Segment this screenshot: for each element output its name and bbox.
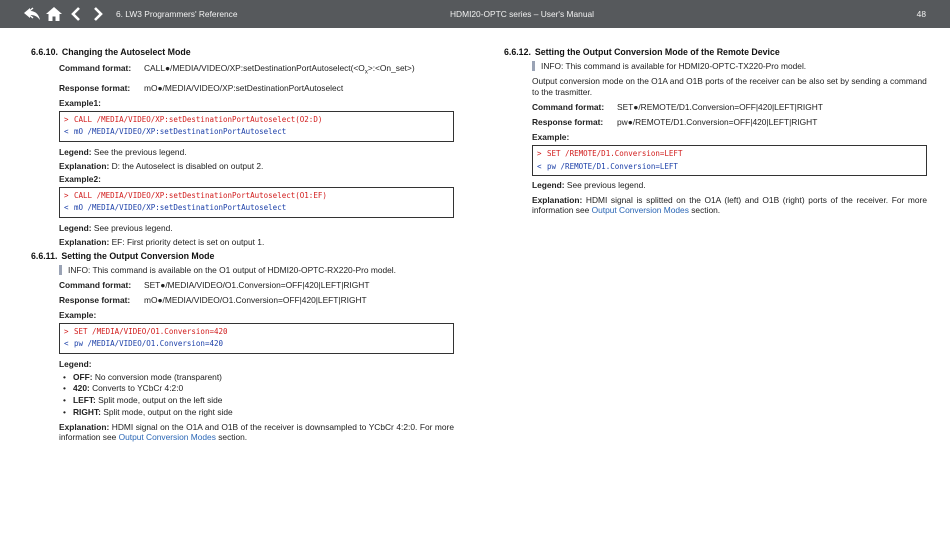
intro-text: Output conversion mode on the O1A and O1B ports of the receiver can be also set by sending a command to the trasmitter.	[532, 76, 927, 97]
response-format-row: Response format: pw●/REMOTE/D1.Conversion=OFF|420|LEFT|RIGHT	[532, 117, 818, 127]
top-bar	[0, 0, 950, 28]
explanation-1: Explanation: D: the Autoselect is disabled on output 2.	[59, 161, 264, 172]
list-item: • OFF: No conversion mode (transparent)	[73, 372, 454, 384]
output-conversion-modes-link[interactable]: Output Conversion Modes	[118, 432, 216, 443]
section-title: 6. LW3 Programmers' Reference	[116, 9, 238, 19]
code-example-3: > SET /MEDIA/VIDEO/O1.Conversion=420 < pw /MEDIA/VIDEO/O1.Conversion=420	[59, 323, 454, 354]
output-conversion-modes-link[interactable]: Output Conversion Modes	[591, 205, 689, 215]
legend: Legend: See previous legend.	[532, 180, 646, 190]
left-column	[31, 47, 454, 447]
command-format-value: $CALL●/MEDIA/VIDEO/XP:setDestinationPortAutoselect(<O_x>:<On\_set>)$	[144, 63, 415, 76]
code-example-2: > CALL /MEDIA/VIDEO/XP:setDestinationPortAutoselect(O1:EF) < mO /MEDIA/VIDEO/XP:setDestinationPortAutoselect	[59, 187, 454, 218]
next-page-icon[interactable]	[88, 4, 108, 24]
previous-page-icon[interactable]	[66, 4, 86, 24]
code-example-1: > CALL /MEDIA/VIDEO/XP:setDestinationPortAutoselect(O2:D) < mO /MEDIA/VIDEO/XP:setDestinationPortAutoselect	[59, 111, 454, 142]
home-icon[interactable]	[44, 4, 64, 24]
command-format-row: Command format: SET●/MEDIA/VIDEO/O1.Conversion=OFF|420|LEFT|RIGHT	[59, 279, 370, 290]
back-icon[interactable]	[22, 4, 42, 24]
legend-list	[31, 372, 454, 419]
response-format-row: Response format: mO●/MEDIA/VIDEO/XP:setDestinationPortAutoselect	[59, 82, 344, 93]
section-heading-conversion: 6.6.11. Setting the Output Conversion Mode	[31, 250, 215, 261]
info-note: INFO: This command is available for HDMI20-OPTC-TX220-Pro model.	[532, 61, 927, 71]
explanation: Explanation: HDMI signal is splitted on the O1A (left) and O1B (right) ports of the receiver. For more information see Output Conversion Modes section.	[532, 194, 927, 215]
list-item: • LEFT: Split mode, output on the left side	[73, 395, 454, 407]
example-label: Example:	[59, 309, 97, 320]
page-number: 48	[916, 9, 926, 19]
example1-label: Example1:	[59, 97, 101, 108]
code-example-4: > SET /REMOTE/D1.Conversion=LEFT < pw /REMOTE/D1.Conversion=LEFT	[532, 145, 927, 176]
response-format-row: Response format: mO●/MEDIA/VIDEO/O1.Conversion=OFF|420|LEFT|RIGHT	[59, 294, 367, 305]
list-item: • RIGHT: Split mode, output on the right side	[73, 407, 454, 419]
right-column	[504, 47, 927, 220]
legend-label: Legend:	[59, 358, 92, 369]
legend-1: Legend: See the previous legend.	[59, 146, 187, 157]
explanation-3: Explanation: HDMI signal on the O1A and O1B of the receiver is downsampled to YCbCr 4:2:0. For more information see Output Conversion Modes section.	[59, 421, 454, 443]
section-heading-autoselect: 6.6.10. Changing the Autoselect Mode	[31, 47, 191, 57]
list-item: • 420: Converts to YCbCr 4:2:0	[73, 383, 454, 395]
example-label: Example:	[532, 132, 570, 142]
section-heading-remote-conversion: 6.6.12. Setting the Output Conversion Mode of the Remote Device	[504, 47, 780, 57]
command-format-row: Command format: SET●/REMOTE/D1.Conversion=OFF|420|LEFT|RIGHT	[532, 102, 823, 112]
explanation-2: Explanation: EF: First priority detect is set on output 1.	[59, 237, 265, 248]
document-title: HDMI20-OPTC series – User's Manual	[450, 9, 595, 19]
example2-label: Example2:	[59, 173, 101, 184]
nav-buttons	[22, 4, 110, 24]
command-format-row: Command format: $CALL●/MEDIA/VIDEO/XP:setDestinationPortAutoselect(<O_x>:<On\_set>)$	[59, 63, 415, 76]
info-note: INFO: This command is available on the O1 output of HDMI20-OPTC-RX220-Pro model.	[59, 265, 454, 275]
legend-2: Legend: See previous legend.	[59, 222, 173, 233]
